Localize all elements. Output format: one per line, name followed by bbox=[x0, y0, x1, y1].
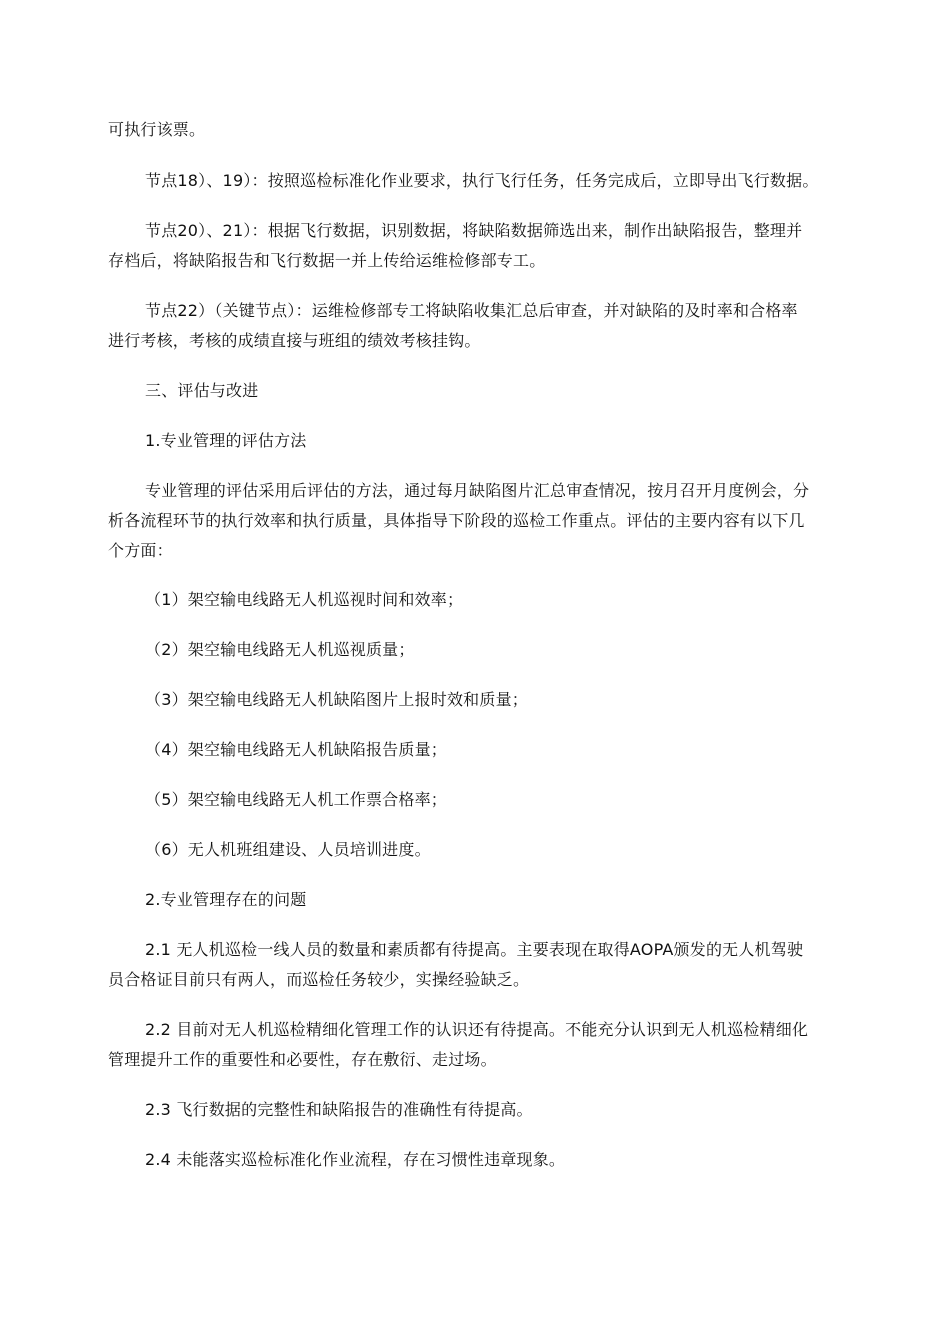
text-line: 进行考核，考核的成绩直接与班组的绩效考核挂钩。 bbox=[108, 331, 481, 350]
text-line: 节点22）（关键节点）：运维检修部专工将缺陷收集汇总后审查，并对缺陷的及时率和合格率 bbox=[145, 301, 798, 320]
list-item: （5）架空输电线路无人机工作票合格率； bbox=[145, 790, 447, 809]
text-line: 2.4 未能落实巡检标准化作业流程，存在习惯性违章现象。 bbox=[145, 1150, 566, 1169]
text-line: 2.2 目前对无人机巡检精细化管理工作的认识还有待提高。不能充分认识到无人机巡检精细化 bbox=[145, 1020, 809, 1039]
list-item: （2）架空输电线路无人机巡视质量； bbox=[145, 640, 415, 659]
section-heading: 三、评估与改进 bbox=[145, 381, 259, 400]
subsection-heading: 1.专业管理的评估方法 bbox=[145, 431, 307, 450]
text-line: 员合格证目前只有两人，而巡检任务较少，实操经验缺乏。 bbox=[108, 970, 530, 989]
text-line: 节点18）、19）：按照巡检标准化作业要求，执行飞行任务，任务完成后，立即导出飞行数据。 bbox=[145, 171, 819, 190]
text-line: 管理提升工作的重要性和必要性，存在敷衍、走过场。 bbox=[108, 1050, 497, 1069]
list-item: （4）架空输电线路无人机缺陷报告质量； bbox=[145, 740, 447, 759]
list-item: （3）架空输电线路无人机缺陷图片上报时效和质量； bbox=[145, 690, 528, 709]
text-line: 析各流程环节的执行效率和执行质量，具体指导下阶段的巡检工作重点。评估的主要内容有以下几 bbox=[108, 511, 805, 530]
text-line: 2.3 飞行数据的完整性和缺陷报告的准确性有待提高。 bbox=[145, 1100, 533, 1119]
list-item: （1）架空输电线路无人机巡视时间和效率； bbox=[145, 590, 464, 609]
text-line: 2.1 无人机巡检一线人员的数量和素质都有待提高。主要表现在取得AOPA颁发的无人机驾驶 bbox=[145, 940, 804, 959]
text-line: 个方面： bbox=[108, 541, 173, 560]
subsection-heading: 2.专业管理存在的问题 bbox=[145, 890, 307, 909]
list-item: （6）无人机班组建设、人员培训进度。 bbox=[145, 840, 431, 859]
text-line: 存档后，将缺陷报告和飞行数据一并上传给运维检修部专工。 bbox=[108, 251, 546, 270]
text-line: 专业管理的评估采用后评估的方法，通过每月缺陷图片汇总审查情况，按月召开月度例会，分 bbox=[145, 481, 810, 500]
text-line: 可执行该票。 bbox=[108, 120, 206, 139]
text-line: 节点20）、21）：根据飞行数据，识别数据，将缺陷数据筛选出来，制作出缺陷报告，整理并 bbox=[145, 221, 803, 240]
